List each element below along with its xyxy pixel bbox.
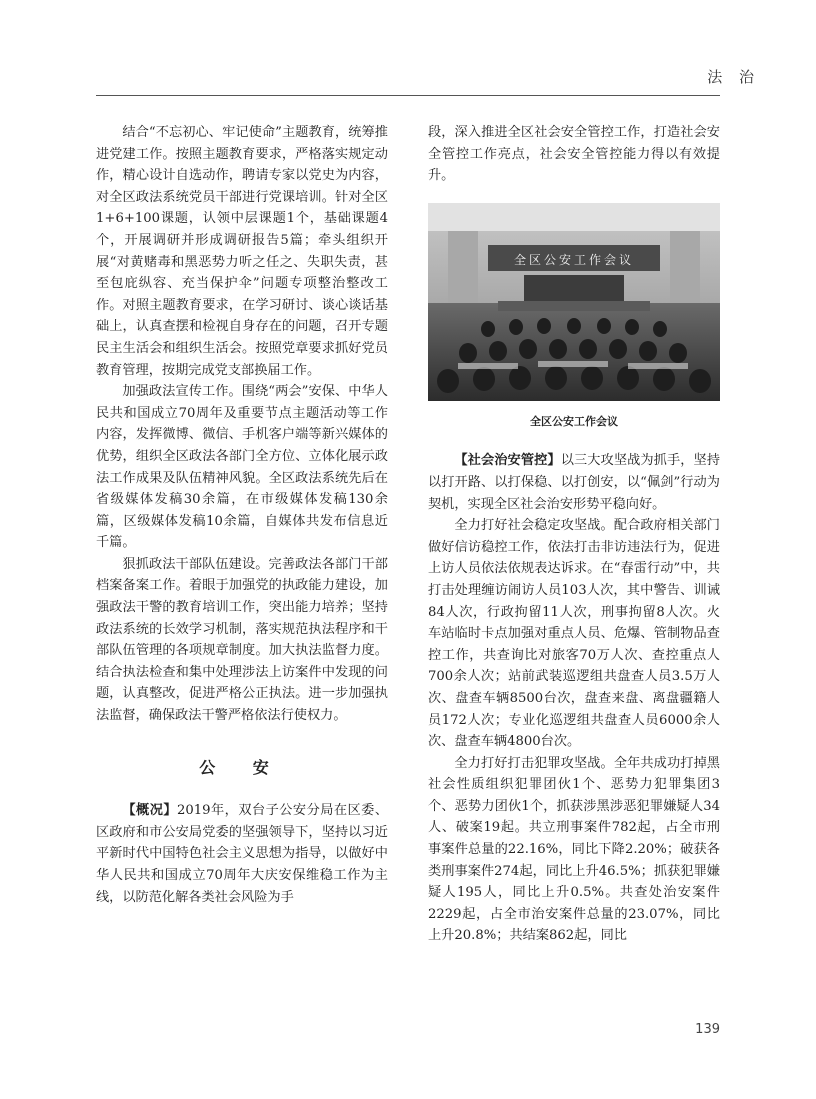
social-control-text: 以三大攻坚战为抓手，坚持以打开路、以打保稳、以打创安，以“佩剑”行动为契机，实现全区社会治安形势平稳向好。 <box>428 453 721 512</box>
paragraph-continuation: 段，深入推进全区社会安全管控工作，打造社会安全管控工作亮点，社会安全管控能力得以有效提升。 <box>428 125 720 184</box>
paragraph-stability: 全力打好社会稳定攻坚战。配合政府相关部门做好信访稳控工作，依法打击非访违法行为，促进上访人员依法依规表达诉求。在“春雷行动”中，共打击处理缠访闹访人员103人次，其中警告、训诫84人次，行政拘留11人次，刑事拘留8人次。火车站临时卡点加强对重点人员、危爆、管制物品查控工作，共查询比对旅客70万人次、查控重点人700余人次；站前武装巡逻组共盘查人员3.5万人次、盘查车辆8500台次，盘查来盘、离盘疆籍人员172人次；专业化巡逻组共盘查人员6000余人次、盘查车辆4800台次。 <box>428 518 720 750</box>
header-rule <box>96 95 720 96</box>
meeting-banner-text: 全区公安工作会议 <box>513 252 635 267</box>
left-column <box>96 122 388 908</box>
paragraph-publicity: 加强政法宣传工作。围绕“两会”安保、中华人民共和国成立70周年及重要节点主题活动等工作内容，发挥微博、微信、手机客户端等新兴媒体的优势，组织全区政法各部门全方位、立体化展示政法工作成果及队伍精神风貌。全区政法系统先后在省级媒体发稿30余篇，在市级媒体发稿130余篇，区级媒体发稿10余篇，自媒体共发布信息近千篇。 <box>96 384 388 551</box>
paragraph-overview <box>96 800 388 908</box>
meeting-photo <box>428 203 720 401</box>
social-control-tag: 【社会治安管控】 <box>454 453 561 469</box>
photo-caption: 全区公安工作会议 <box>530 414 618 428</box>
running-header-title: 法 治 <box>707 68 760 86</box>
page-number: 139 <box>695 1022 720 1037</box>
right-column <box>428 122 720 947</box>
paragraph-team-building: 狠抓政法干部队伍建设。完善政法各部门干部档案备案工作。着眼于加强党的执政能力建设，加强政法干警的教育培训工作，突出能力培养；坚持政法系统的长效学习机制，落实规范执法程序和干部队伍管理的各项规章制度。加大执法监督力度。结合执法检查和集中处理涉法上访案件中发现的问题，认真整改，促进严格公正执法。进一步加强执法监督，确保政法干警严格依法行使权力。 <box>96 556 388 724</box>
paragraph-social-control <box>428 450 720 515</box>
paragraph-crime-fighting: 全力打好打击犯罪攻坚战。全年共成功打掉黑社会性质组织犯罪团伙1个、恶势力犯罪集团3个、恶势力团伙1个，抓获涉黑涉恶犯罪嫌疑人34人、破案19起。共立刑事案件782起，占全市刑事案件总量的22.16%，同比下降2.20%；破获各类刑事案件274起，同比上升46.5%；抓获犯罪嫌疑人195人，同比上升0.5%。共查处治安案件2229起，占全市治安案件总量的23.07%，同比上升20.8%；共结案862起，同比 <box>428 755 720 944</box>
meeting-photo-illustration <box>428 203 720 401</box>
overview-tag: 【概况】 <box>122 803 177 819</box>
overview-text: 2019年，双台子公安分局在区委、区政府和市公安局党委的坚强领导下，坚持以习近平新时代中国特色社会主义思想为指导，以做好中华人民共和国成立70周年大庆安保维稳工作为主线，以防范化解各类社会风险为手 <box>96 803 389 905</box>
paragraph-party-building: 结合“不忘初心、牢记使命”主题教育，统筹推进党建工作。按照主题教育要求，严格落实规定动作，精心设计自选动作，聘请专家以党史为内容，对全区政法系统党员干部进行党课培训。针对全区1+6+100课题，认领中层课题1个，基础课题4个，开展调研并形成调研报告5篇；牵头组织开展“对黄赌毒和黑恶势力听之任之、失职失责，甚至包庇纵容、充当保护伞”问题专项整治整改工作。对照主题教育要求，在学习研讨、谈心谈话基础上，认真查摆和检视自身存在的问题，召开专题民主生活会和组织生活会。按照党章要求抓好党员教育管理，按期完成党支部换届工作。 <box>96 125 388 378</box>
section-heading-public-security: 公 安 <box>199 757 285 777</box>
